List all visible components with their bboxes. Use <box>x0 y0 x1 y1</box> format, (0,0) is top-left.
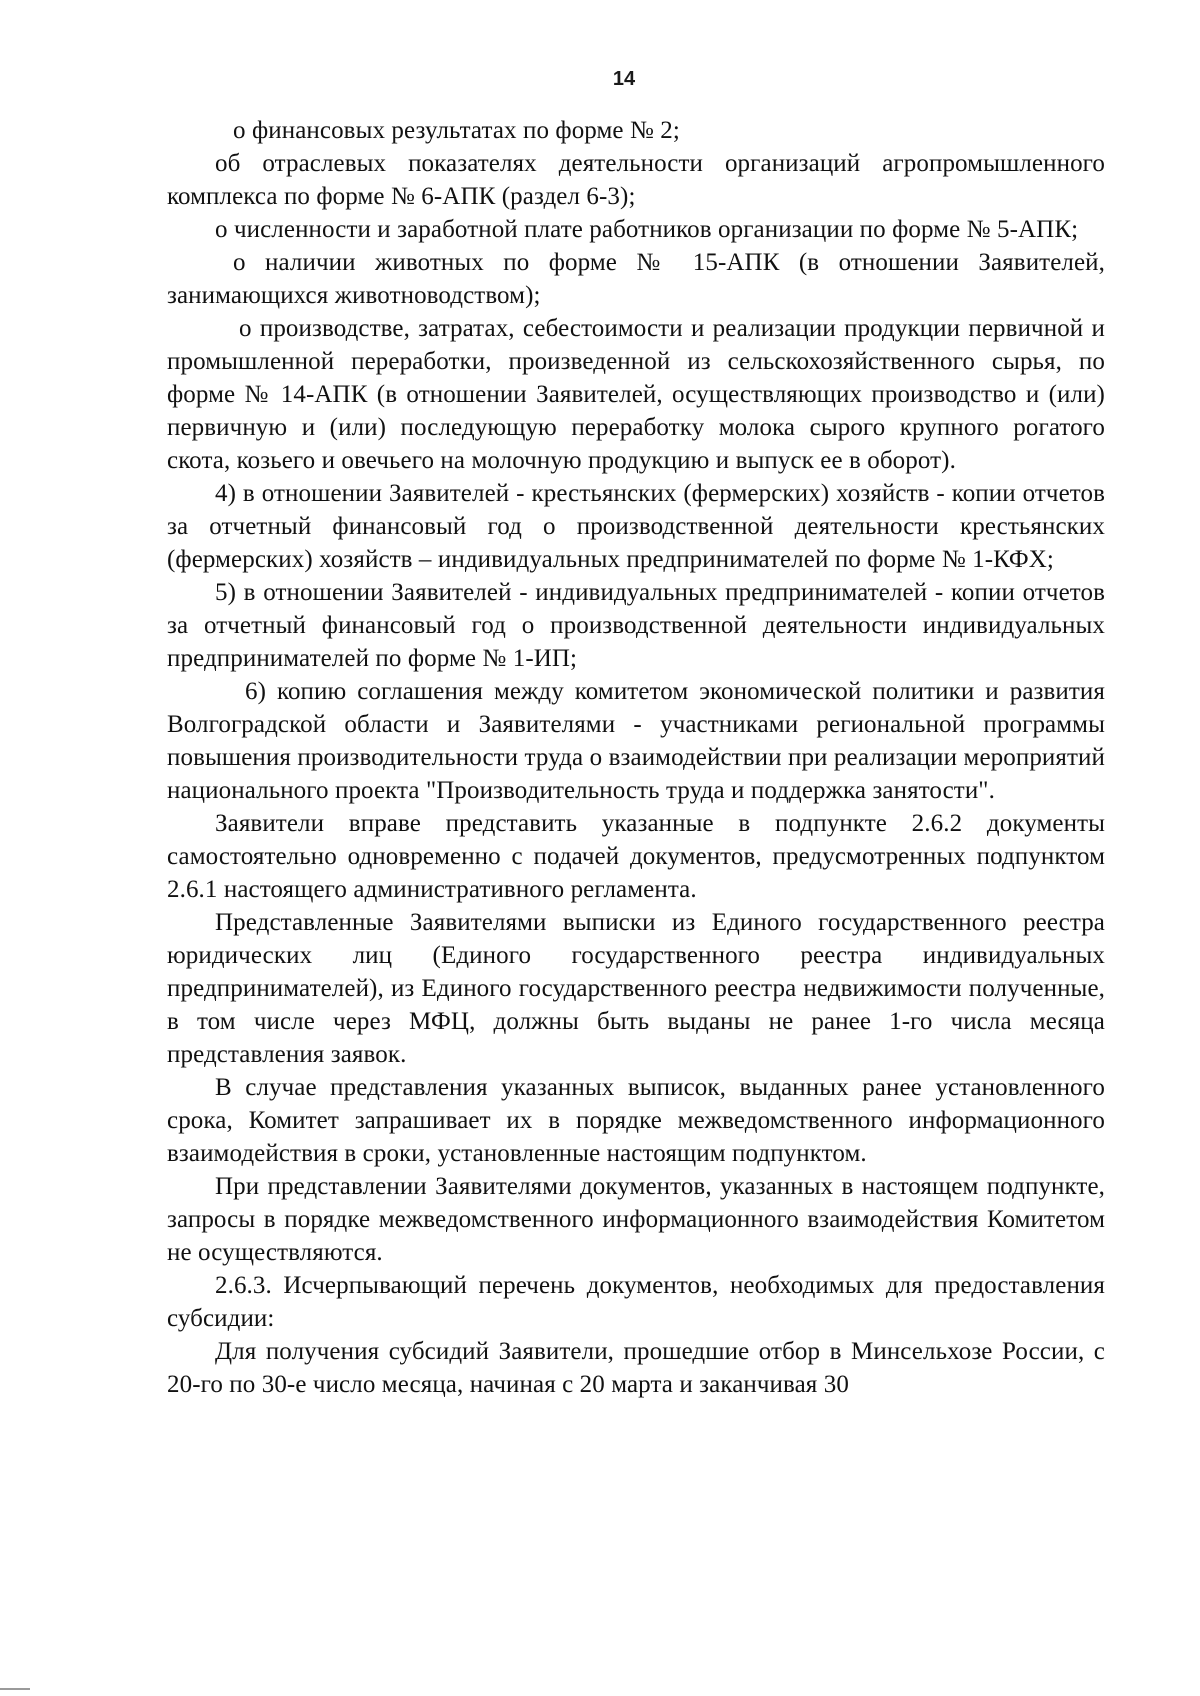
paragraph-applicants-right: Заявители вправе представить указанные в подпункте 2.6.2 документы самостоятельно одновременно с подачей документов, предусмотренных подпунктом 2.6.1 настоящего административного регламента. <box>167 810 1105 903</box>
paragraph-no-requests: При представлении Заявителями документов, указанных в настоящем подпункте, запросы в порядке межведомственного информационного взаимодействия Комитетом не осуществляются. <box>167 1173 1105 1266</box>
paragraph-form-14-apk: о производстве, затратах, себестоимости и реализации продукции первичной и промышленной переработки, произведенной из сельскохозяйственного сырья, по форме № 14-АПК (в отношении Заявителей, осуществляющих производство и (или) первичную и (или) последующую переработку молока сырого крупного рогатого скота, козьего и овечьего на молочную продукцию и выпуск ее в оборот). <box>167 315 1105 474</box>
paragraph-item-6: 6) копию соглашения между комитетом экономической политики и развития Волгоградской области и Заявителями - участниками региональной программы повышения производительности труда о взаимодействии при реализации мероприятий национального проекта "Производительность труда и поддержка занятости". <box>167 678 1105 804</box>
paragraph-item-4: 4) в отношении Заявителей - крестьянских (фермерских) хозяйств - копии отчетов за отчетный финансовый год о производственной деятельности крестьянских (фермерских) хозяйств – индивидуальных предпринимателей по форме № 1-КФХ; <box>167 480 1105 573</box>
scan-edge-mark <box>0 1688 30 1690</box>
page-number: 14 <box>612 68 636 90</box>
paragraph-expired-extracts: В случае представления указанных выписок, выданных ранее установленного срока, Комитет запрашивает их в порядке межведомственного информационного взаимодействия в сроки, установленные настоящим подпунктом. <box>167 1074 1105 1167</box>
paragraph-section-2-6-3: 2.6.3. Исчерпывающий перечень документов, необходимых для предоставления субсидии: <box>167 1272 1105 1332</box>
paragraph-form-6-apk: об отраслевых показателях деятельности организаций агропромышленного комплекса по форме № 6-АПК (раздел 6-3); <box>167 150 1105 210</box>
paragraph-form-15-apk: о наличии животных по форме № 15-АПК (в отношении Заявителей, занимающихся животноводством); <box>167 249 1105 309</box>
document-body <box>167 114 1105 1401</box>
paragraph-form-5-apk: о численности и заработной плате работников организации по форме № 5-АПК; <box>215 216 1079 243</box>
paragraph-item-5: 5) в отношении Заявителей - индивидуальных предпринимателей - копии отчетов за отчетный финансовый год о производственной деятельности индивидуальных предпринимателей по форме № 1-ИП; <box>167 579 1105 672</box>
paragraph-subsidy-receipt: Для получения субсидий Заявители, прошедшие отбор в Минсельхозе России, с 20-го по 30-е число месяца, начиная с 20 марта и заканчивая 30 <box>167 1338 1105 1398</box>
paragraph-registry-extracts: Представленные Заявителями выписки из Единого государственного реестра юридических лиц (Единого государственного реестра индивидуальных предпринимателей), из Единого государственного реестра недвижимости полученные, в том числе через МФЦ, должны быть выданы не ранее 1-го числа месяца представления заявок. <box>167 909 1105 1068</box>
paragraph-form-2: о финансовых результатах по форме № 2; <box>233 117 680 144</box>
